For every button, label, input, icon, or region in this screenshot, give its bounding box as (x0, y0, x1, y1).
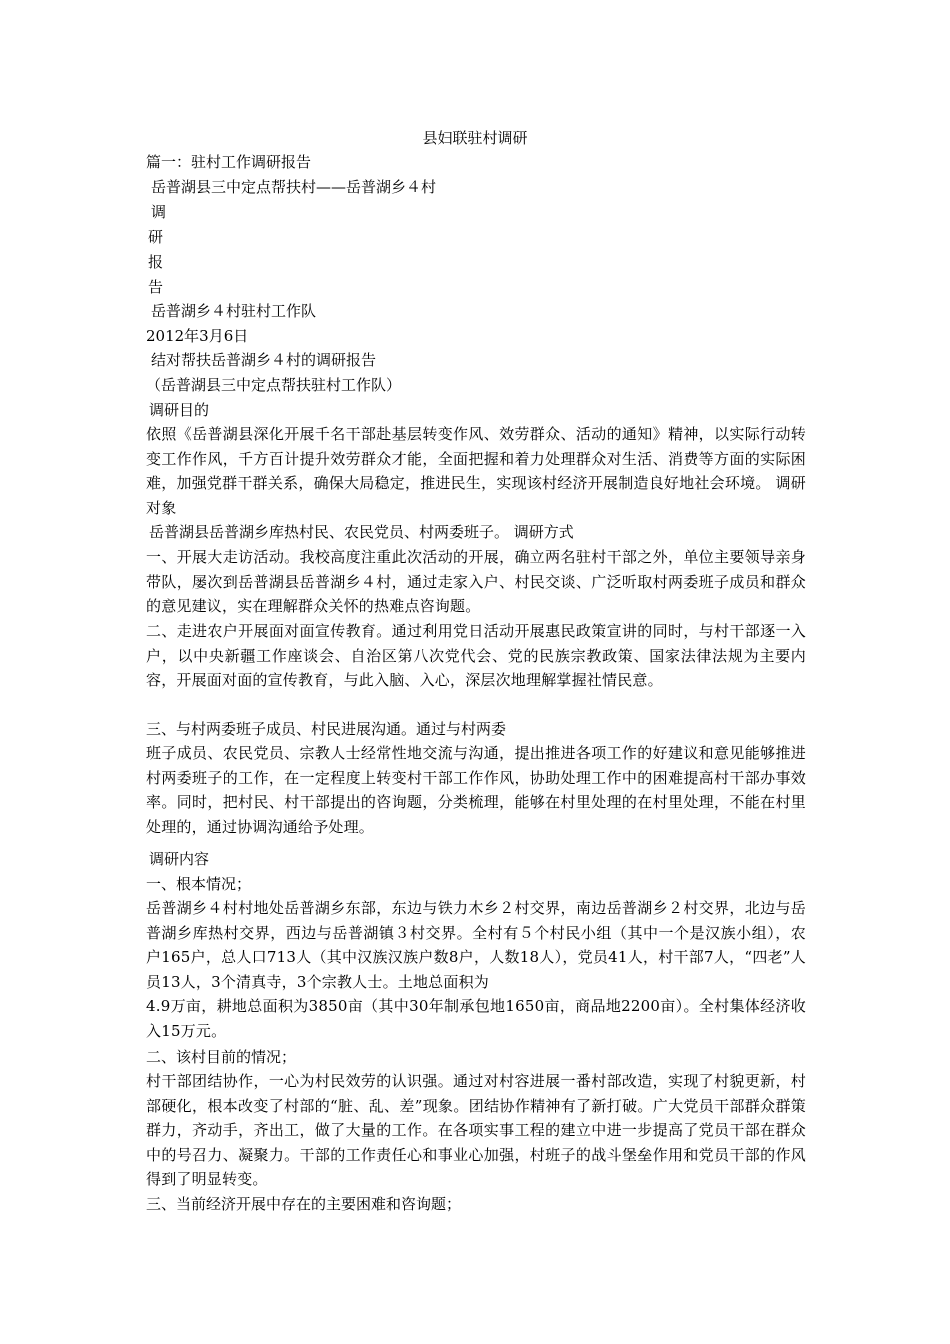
cover-line: 岳普湖县三中定点帮扶村——岳普湖乡４村 (151, 178, 437, 196)
section-heading: 调研内容 (149, 850, 210, 868)
paragraph-current: 村干部团结协作，一心为村民效劳的认识强。通过对村容进展一番村部改造，实现了村貌更新，村部硬化，根本改变了村部的“脏、乱、差”现象。团结协作精神有了新打破。广大党员干部群众群策群力，齐动手，齐出工，做了大量的工作。在各项实事工程的建立中进一步提高了党员干部在群众中的号召力、凝聚力。干部的工作责任心和事业心加强，村班子的战斗堡垒作用和党员干部的作风得到了明显转变。 (146, 1072, 806, 1188)
report-title: 结对帮扶岳普湖乡４村的调研报告 (151, 351, 377, 369)
subsection-heading: 二、该村目前的情况； (146, 1048, 297, 1066)
vertical-char: 调 (151, 203, 167, 221)
team-name: 岳普湖乡４村驻村工作队 (151, 302, 317, 320)
paragraph-method-1: 一、开展大走访活动。我校高度注重此次活动的开展，确立两名驻村干部之外，单位主要领导亲身带队，屡次到岳普湖县岳普湖乡４村，通过走家入户、村民交谈、广泛听取村两委班子成员和群众的意见建议，实在理解群众关怀的热难点咨询题。 (146, 548, 806, 615)
vertical-char: 研 (148, 228, 164, 246)
document-title: 县妇联驻村调研 (422, 129, 528, 147)
paragraph-purpose: 依照《岳普湖县深化开展千名干部赴基层转变作风、效劳群众、活动的通知》精神，以实际行动转变工作作风，千方百计提升效劳群众才能，全面把握和着力处理群众对生活、消费等方面的实际困难，加强党群干群关系，确保大局稳定，推进民生，实现该村经济开展制造良好地社会环境。 调研对象 (146, 425, 806, 517)
subsection-heading: 三、当前经济开展中存在的主要困难和咨询题； (146, 1195, 462, 1213)
report-subtitle: （岳普湖县三中定点帮扶驻村工作队） (146, 376, 402, 394)
paragraph-method-3-body: 班子成员、农民党员、宗教人士经常性地交流与沟通，提出推进各项工作的好建议和意见能够推进村两委班子的工作，在一定程度上转变村干部工作作风，协助处理工作中的困难提高村干部办事效率。同时，把村民、村干部提出的咨询题，分类梳理，能够在村里处理的在村里处理，不能在村里处理的，通过协调沟通给予处理。 (146, 744, 806, 836)
vertical-char: 告 (148, 278, 164, 296)
report-date: 2012年3月6日 (146, 327, 249, 345)
subsection-heading: 一、根本情况； (146, 875, 252, 893)
paragraph-target: 岳普湖县岳普湖乡库热村民、农民党员、村两委班子。 调研方式 (149, 523, 574, 541)
paragraph-method-2: 二、走进农户开展面对面宣传教育。通过利用党日活动开展惠民政策宣讲的同时，与村干部逐一入户，以中央新疆工作座谈会、自治区第八次党代会、党的民族宗教政策、国家法律法规为主要内容，开展面对面的宣传教育，与此入脑、入心，深层次地理解掌握社情民意。 (146, 622, 806, 689)
paragraph-basic-1: 岳普湖乡４村村地处岳普湖乡东部，东边与铁力木乡２村交界，南边岳普湖乡２村交界，北边与岳普湖乡库热村交界，西边与岳普湖镇３村交界。全村有５个村民小组（其中一个是汉族小组），农户165户，总人口713人（其中汉族汉族户数8户，人数18人），党员41人，村干部7人，“四老”人员13人，3个清真寺，3个宗教人士。土地总面积为 (146, 899, 806, 991)
paragraph-basic-2: 4.9万亩，耕地总面积为3850亩（其中30年制承包地1650亩，商品地2200亩）。全村集体经济收入15万元。 (146, 997, 806, 1040)
paragraph-method-3-head: 三、与村两委班子成员、村民进展沟通。通过与村两委 (146, 720, 507, 738)
vertical-char: 报 (148, 253, 164, 271)
chapter-heading: 篇一：驻村工作调研报告 (146, 153, 312, 171)
section-heading: 调研目的 (149, 401, 210, 419)
